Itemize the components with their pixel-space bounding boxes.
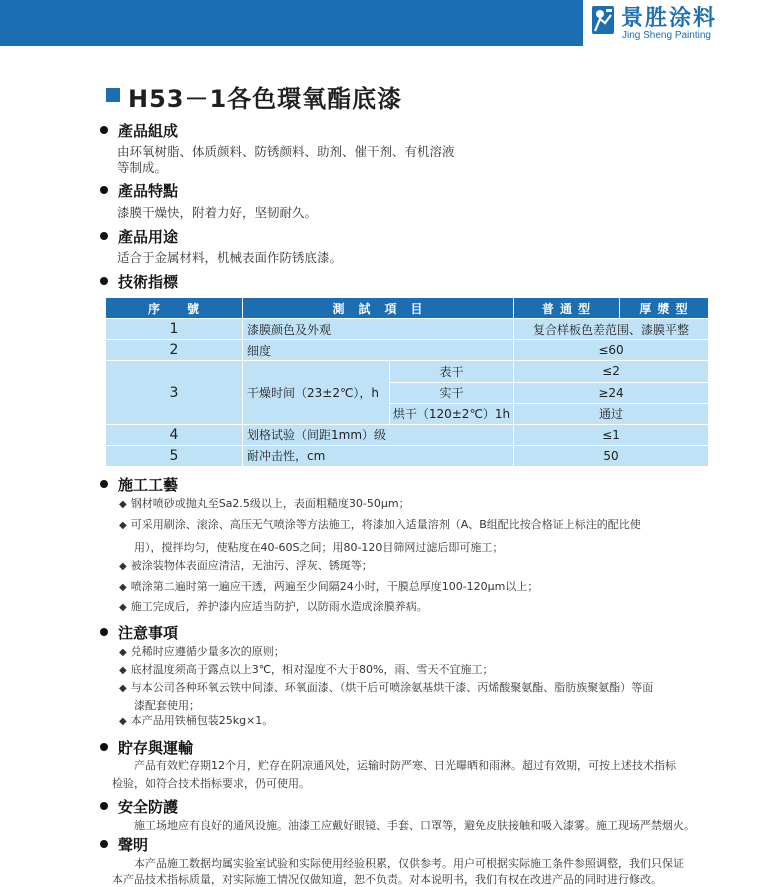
section-heading-usage: 產品用途 [100, 226, 178, 247]
list-item: ◆ 喷涂第二遍时第一遍应干透，两遍至少间隔24小时，干膜总厚度100-120μm以上； [119, 580, 539, 593]
section-heading-process: 施工工藝 [100, 474, 178, 495]
col-header-no: 序 號 [106, 298, 243, 319]
section-heading-specs: 技術指標 [100, 271, 178, 292]
usage-text: 适合于金属材料，机械表面作防锈底漆。 [117, 250, 343, 265]
col-header-item: 測 試 項 目 [243, 298, 514, 319]
bullet-dot-icon [100, 232, 108, 240]
features-text: 漆膜干燥快，附着力好，坚韧耐久。 [117, 205, 318, 220]
col-header-thick: 厚 漿 型 [620, 298, 709, 319]
list-item: ◆ 本产品用铁桶包装25kg×1。 [119, 714, 274, 727]
row-value: ≥24 [514, 382, 709, 403]
row-item: 划格试验（间距1mm）级 [243, 424, 514, 445]
list-item: ◆ 施工完成后，养护漆内应适当防护，以防雨水造成涂膜养病。 [119, 600, 428, 613]
row-subitem: 烘干（120±2℃）1h [390, 403, 514, 424]
bullet-dot-icon [100, 277, 108, 285]
row-item: 细度 [243, 340, 514, 361]
bullet-dot-icon [100, 628, 108, 636]
list-item-continuation: 用），搅拌均匀，使粘度在40-60S之间；用80-120目筛网过滤后即可施工； [134, 541, 504, 554]
bullet-dot-icon [100, 126, 108, 134]
storage-text-2: 检验，如符合技术指标要求，仍可使用。 [112, 777, 310, 790]
section-heading-statement: 聲明 [100, 834, 148, 855]
row-subitem: 实干 [390, 382, 514, 403]
brand-logo [583, 0, 767, 46]
list-item: ◆ 可采用刷涂、滚涂、高压无气喷涂等方法施工，将漆加入适量溶剂（A、B组配比按合格证上标注的配比使 [119, 518, 641, 531]
diamond-icon: ◆ [119, 683, 127, 694]
row-item: 漆膜颜色及外观 [243, 319, 514, 340]
spec-table [105, 297, 709, 467]
composition-text-2: 等制成。 [117, 160, 168, 175]
list-item: ◆ 底材温度须高于露点以上3℃，相对湿度不大于80%，雨、雪天不宜施工； [119, 663, 494, 676]
diamond-icon: ◆ [119, 665, 127, 676]
row-item: 耐冲击性，cm [243, 445, 514, 466]
table-row [106, 340, 709, 361]
diamond-icon: ◆ [119, 582, 127, 593]
list-item: ◆ 钢材喷砂或抛丸至Sa2.5级以上，表面粗糙度30-50μm； [119, 497, 410, 510]
table-row [106, 319, 709, 340]
statement-text-1: 本产品施工数据均属实验室试验和实际使用经验积累，仅供参考。用户可根据实际施工条件参照调整，我们只保证 [134, 857, 684, 870]
row-no: 1 [106, 319, 243, 340]
diamond-icon: ◆ [119, 520, 127, 531]
row-no: 4 [106, 424, 243, 445]
page-title: H53－1各色環氧酯底漆 [128, 85, 403, 113]
col-header-normal: 普 通 型 [514, 298, 620, 319]
diamond-icon: ◆ [119, 647, 127, 658]
diamond-icon: ◆ [119, 602, 127, 613]
diamond-icon: ◆ [119, 499, 127, 510]
row-value: 通过 [514, 403, 709, 424]
bullet-dot-icon [100, 840, 108, 848]
bullet-dot-icon [100, 186, 108, 194]
header-divider [0, 46, 767, 48]
table-row [106, 361, 709, 382]
row-item: 干燥时间（23±2℃），h [243, 361, 390, 424]
composition-text-1: 由环氧树脂、体质颜料、防锈颜料、助剂、催干剂、有机溶液 [117, 144, 455, 159]
storage-text-1: 产品有效贮存期12个月，贮存在阴凉通风处，运输时防严寒、日光曝晒和雨淋。超过有效期，可按上述技术指标 [134, 759, 676, 772]
brand-name-cn: 景胜涂料 [621, 6, 718, 31]
painter-icon [591, 5, 615, 35]
bullet-dot-icon [100, 480, 108, 488]
table-header-row [106, 298, 709, 319]
row-no: 3 [106, 361, 243, 424]
section-heading-composition: 產品組成 [100, 120, 178, 141]
table-row [106, 445, 709, 466]
row-subitem: 表干 [390, 361, 514, 382]
list-item: ◆ 与本公司各种环氧云铁中间漆、环氧面漆、（烘干后可喷涂氨基烘干漆、丙烯酸聚氨酯、脂肪族聚氨酯）等面 [119, 681, 654, 694]
section-heading-features: 產品特點 [100, 180, 178, 201]
row-value: ≤60 [514, 340, 709, 361]
list-item: ◆ 被涂装物体表面应清洁，无油污、浮灰、锈斑等； [119, 559, 373, 572]
section-heading-storage: 貯存與運輸 [100, 737, 193, 758]
list-item-continuation: 漆配套使用； [134, 699, 200, 712]
row-value: 复合样板色差范围、漆膜平整 [514, 319, 709, 340]
row-value: ≤2 [514, 361, 709, 382]
row-value: ≤1 [514, 424, 709, 445]
section-heading-safety: 安全防護 [100, 796, 178, 817]
statement-text-2: 本产品技术指标质量，对实际施工情况仅做知道，恕不负责。对本说明书，我们有权在改进产品的同时进行修改。 [112, 873, 662, 886]
bullet-dot-icon [100, 743, 108, 751]
diamond-icon: ◆ [119, 716, 127, 727]
bullet-dot-icon [100, 802, 108, 810]
brand-name-en: Jing Sheng Painting [622, 30, 711, 41]
diamond-icon: ◆ [119, 561, 127, 572]
row-no: 2 [106, 340, 243, 361]
section-heading-notes: 注意事項 [100, 622, 178, 643]
title-square-icon [106, 88, 120, 102]
table-row [106, 424, 709, 445]
safety-text: 施工场地应有良好的通风设施。油漆工应戴好眼镜、手套、口罩等，避免皮肤接触和吸入漆雾。施工现场严禁烟火。 [134, 819, 695, 832]
row-no: 5 [106, 445, 243, 466]
row-value: 50 [514, 445, 709, 466]
list-item: ◆ 兑稀时应遵循少量多次的原则； [119, 645, 285, 658]
